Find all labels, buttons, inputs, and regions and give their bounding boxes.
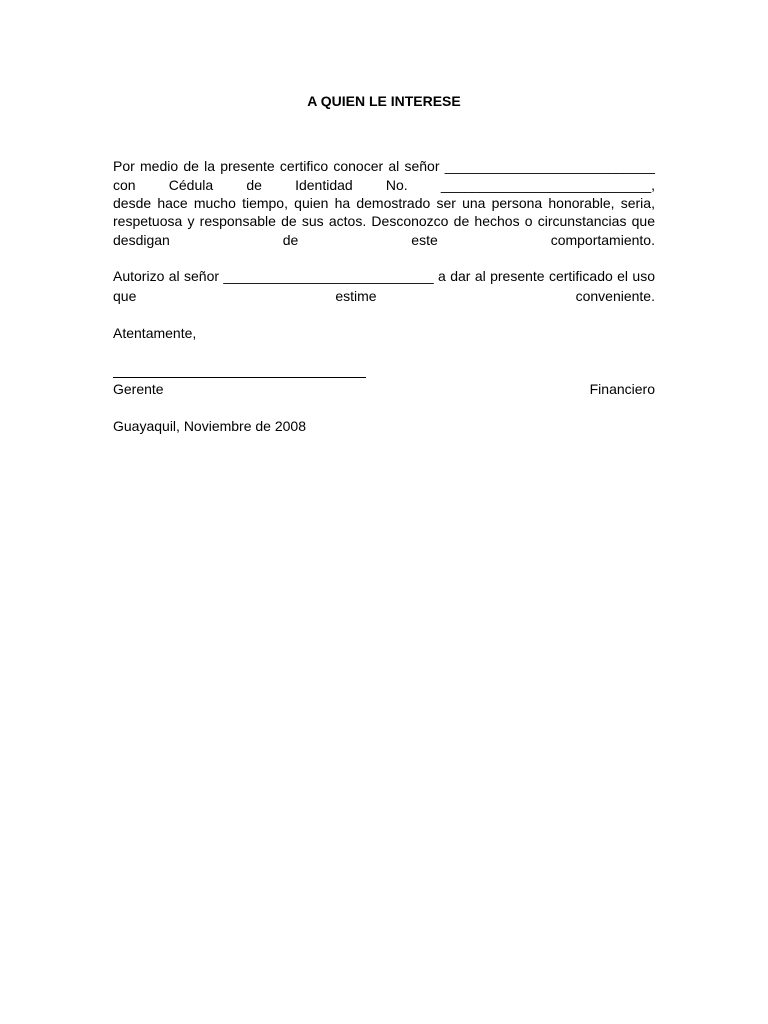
word: ser [436, 195, 456, 211]
word: presente [490, 268, 545, 284]
word: presente [220, 158, 275, 174]
word: una [462, 195, 486, 211]
word: uso [632, 268, 655, 284]
word: Cédula [168, 177, 214, 193]
word: hace [157, 195, 188, 211]
word: medio [140, 158, 179, 174]
word: de [183, 158, 199, 174]
word: al [474, 268, 486, 284]
id-number-blank: ___________________________, [440, 177, 655, 193]
paragraph1-line1 [113, 157, 655, 176]
word: comportamiento. [550, 232, 655, 248]
word: mucho [193, 195, 236, 211]
word: quien [294, 195, 329, 211]
paragraph2-line1 [113, 267, 655, 286]
word: tiempo, [242, 195, 288, 211]
word: de [282, 232, 299, 248]
word: actos. [328, 213, 367, 229]
word: sus [301, 213, 324, 229]
word: respetuosa [113, 213, 183, 229]
word: demostrado [356, 195, 431, 211]
word: de [246, 177, 262, 193]
place-date: Guayaquil, Noviembre de 2008 [113, 418, 307, 434]
word: responsable [199, 213, 276, 229]
signature-role-left: Gerente [113, 381, 164, 397]
closing-text: Atentamente, [113, 325, 197, 341]
name-blank: ___________________________ [223, 268, 434, 284]
word: persona [491, 195, 543, 211]
word: Por [113, 158, 135, 174]
paragraph1-line5 [113, 231, 655, 250]
word: al [388, 158, 400, 174]
word: de [453, 213, 470, 229]
word: honorable, [548, 195, 615, 211]
word: certificado [548, 268, 613, 284]
paragraph1-line2 [113, 176, 655, 195]
word: que [631, 213, 655, 229]
signature-role [113, 380, 655, 399]
paragraph1-line4 [113, 212, 655, 231]
paragraph1-line3 [113, 194, 655, 213]
word: o [524, 213, 533, 229]
paragraph2-line2 [113, 287, 655, 306]
word: conocer [333, 158, 384, 174]
word: certifico [279, 158, 329, 174]
word: Desconozco [371, 213, 449, 229]
word: y [187, 213, 195, 229]
word: el [617, 268, 629, 284]
document-title: A QUIEN LE INTERESE [307, 93, 461, 109]
word: hechos [474, 213, 520, 229]
word: señor [184, 268, 220, 284]
word: No. [385, 177, 408, 193]
word: la [204, 158, 216, 174]
word: conveniente. [575, 288, 655, 304]
word: que [113, 288, 137, 304]
word: dar [450, 268, 471, 284]
word: Autorizo [113, 268, 165, 284]
word: a [438, 268, 446, 284]
word: desdigan [113, 232, 170, 248]
word: este [411, 232, 438, 248]
word: desde [113, 195, 152, 211]
word: al [168, 268, 180, 284]
word: estime [335, 288, 377, 304]
word: Identidad [295, 177, 353, 193]
signature-role-right: Financiero [589, 381, 655, 397]
word: circunstancias [537, 213, 627, 229]
word: de [281, 213, 297, 229]
name-blank: ___________________________ [444, 158, 655, 174]
signature-line [113, 377, 366, 378]
word: señor [404, 158, 440, 174]
word: seria, [620, 195, 655, 211]
word: ha [334, 195, 351, 211]
word: con [113, 177, 136, 193]
